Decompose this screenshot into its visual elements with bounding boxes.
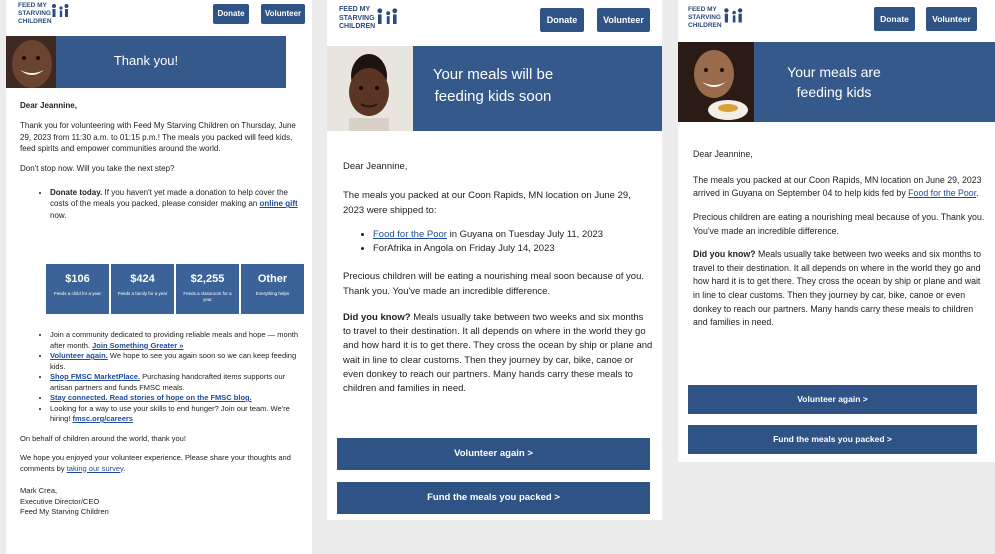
volunteer-button[interactable]: Volunteer — [926, 7, 977, 31]
logo-text: FEED MY STARVING CHILDREN — [339, 6, 376, 30]
behalf-text: On behalf of children around the world, thank you! — [20, 433, 186, 443]
destination-1-text: in Guyana on Tuesday July 11, 2023 — [446, 228, 604, 240]
careers-link[interactable]: fmsc.org/careers — [72, 414, 133, 423]
arrived-end: . — [976, 188, 979, 199]
fund-meals-button[interactable]: Fund the meals you packed > — [337, 482, 650, 514]
actions-list — [20, 330, 302, 425]
survey-link[interactable]: taking our survey — [66, 463, 124, 473]
donate-button[interactable]: Donate — [540, 8, 584, 32]
fmsc-logo[interactable] — [18, 2, 70, 26]
amount-sub: Feeds a classroom for a year — [183, 291, 232, 302]
volunteer-button[interactable]: Volunteer — [261, 4, 305, 24]
did-you-know-text: Meals usually take between two weeks and six months to travel to their destination. It all depends on where in the world they go and how hard it is to get there. They cross the ocean by ship or plane and wait in line to clear customs. Then they journey by car, bike, canoe or even donkey to reach our partners. Many hands carry these meals to children and families in need. — [693, 249, 981, 328]
volunteer-text: We hope to see you again soon so we can keep feeding kids. — [50, 351, 297, 371]
donate-text: If you haven't yet made a donation to help cover the costs of the meals you packed, please consider making an — [50, 187, 288, 209]
shipped-paragraph: The meals you packed at our Coon Rapids, MN location on June 29, 2023 were shipped to: — [343, 190, 631, 216]
precious-paragraph: Precious children are eating a nourishing meal because of you. Thank you. You've made an incredible difference. — [693, 211, 985, 236]
did-you-know-text: Meals usually take between two weeks and six months to travel to their destination. It all depends on where in the world they go and how hard it is to get there. They cross the ocean by ship or plane and wait in line to clear customs. Then they journey by car, bike, canoe or even donkey to reach our partners. Many hands carry these meals to children and families in need. — [343, 311, 653, 394]
intro-paragraph: Thank you for volunteering with Feed My Starving Children on Thursday, June 29, 2023 from 11:30 a.m. to 01:15 p.m.! The meals you packed will feed kids, feed spirits and empower communities around the world. — [20, 121, 296, 154]
community-item — [50, 330, 302, 351]
hero-title: Thank you! — [113, 53, 179, 68]
shop-item — [50, 372, 302, 393]
next-step-text: Don't stop now. Will you take the next step? — [20, 164, 175, 174]
destination-1 — [373, 228, 653, 242]
fmsc-logo[interactable] — [688, 6, 744, 30]
logo-figures-icon — [375, 6, 399, 30]
email-body — [20, 100, 302, 221]
survey-text: We hope you enjoyed your volunteer experience. Please share your thoughts and comments by — [20, 453, 291, 473]
hero-title — [413, 64, 573, 108]
blog-link[interactable]: Stay connected. Read stories of hope on the FMSC blog. — [50, 393, 252, 402]
donate-bold: Donate today. — [50, 187, 103, 197]
amount-option-106[interactable] — [46, 264, 109, 314]
amount-sub: Feeds a child for a year — [53, 291, 102, 296]
hero-line-1: Your meals will be — [432, 66, 554, 83]
join-link[interactable]: Join Something Greater » — [92, 340, 184, 350]
careers-item — [50, 404, 302, 425]
did-you-know-paragraph — [693, 248, 985, 330]
signature-org: Feed My Starving Children — [20, 507, 109, 516]
amount-value: $424 — [130, 273, 155, 285]
food-for-the-poor-link[interactable]: Food for the Poor — [908, 188, 977, 199]
email-body — [343, 160, 653, 396]
hero-line-2: feeding kids — [796, 84, 872, 101]
community-text: Join a community dedicated to providing reliable meals and hope — month after month. — [50, 330, 299, 350]
amount-option-424[interactable] — [111, 264, 174, 314]
blog-item — [50, 393, 302, 404]
volunteer-button[interactable]: Volunteer — [597, 8, 650, 32]
online-gift-link[interactable]: online gift — [259, 199, 298, 209]
hero-banner — [327, 46, 662, 131]
amount-option-2255[interactable] — [176, 264, 239, 314]
logo-figures-icon — [50, 2, 70, 22]
child-photo — [327, 46, 413, 131]
volunteer-again-link[interactable]: Volunteer again. — [50, 351, 108, 360]
shop-text: Purchasing handcrafted items supports our artisan partners and funds FMSC meals. — [50, 372, 286, 392]
fmsc-logo[interactable] — [339, 6, 399, 32]
email-body — [693, 148, 985, 330]
logo-text: FEED MY STARVING CHILDREN — [688, 6, 722, 29]
email-thank-you — [6, 0, 312, 554]
volunteer-again-button[interactable]: Volunteer again > — [688, 385, 977, 414]
did-you-know-bold: Did you know? — [343, 311, 411, 323]
donate-list — [20, 187, 302, 221]
email-meals-arrived — [678, 0, 995, 462]
signature-title: Executive Director/CEO — [20, 496, 100, 506]
logo-text: FEED MY STARVING CHILDREN — [18, 2, 52, 25]
amount-option-other[interactable] — [241, 264, 304, 314]
hero-line-2: feeding kids soon — [434, 87, 552, 105]
donation-amounts — [46, 264, 304, 314]
precious-paragraph: Precious children will be eating a nourishing meal soon because of you. Thank you. You've made an incredible difference. — [343, 271, 645, 297]
email-meals-shipped — [327, 0, 662, 520]
greeting: Dear Jeannine, — [343, 161, 408, 172]
did-you-know-bold: Did you know? — [693, 249, 756, 260]
survey-paragraph — [20, 453, 302, 474]
amount-value: Other — [257, 273, 288, 285]
hero-banner — [678, 42, 995, 122]
donate-button[interactable]: Donate — [874, 7, 915, 31]
did-you-know-paragraph — [343, 311, 653, 397]
amount-value: $2,255 — [190, 273, 225, 285]
fund-meals-button[interactable]: Fund the meals you packed > — [688, 425, 977, 454]
child-photo — [6, 36, 56, 88]
signature-name: Mark Crea, — [20, 486, 58, 495]
hero-line-1: Your meals are — [787, 64, 881, 80]
food-for-the-poor-link[interactable]: Food for the Poor — [373, 228, 447, 240]
child-photo — [678, 42, 754, 122]
donate-button[interactable]: Donate — [213, 4, 249, 24]
amount-sub: Feeds a family for a year — [117, 291, 168, 296]
logo-figures-icon — [722, 6, 744, 28]
hero-title — [764, 62, 904, 103]
survey-end: . — [123, 463, 126, 473]
destination-2: • ForAfrika in Angola on Friday July 14, 2023 — [373, 242, 653, 256]
amount-value: $106 — [65, 273, 90, 285]
destinations-list — [343, 228, 653, 257]
amount-sub: Everything helps — [255, 291, 290, 296]
donate-end: now. — [50, 210, 67, 220]
volunteer-item — [50, 351, 302, 372]
greeting: Dear Jeannine, — [20, 101, 77, 110]
email-body-lower — [20, 330, 302, 518]
careers-text: Looking for a way to use your skills to end hunger? Join our team. We're hiring! — [50, 403, 290, 423]
arrived-paragraph — [693, 174, 985, 201]
arrived-text: The meals you packed at our Coon Rapids, MN location on June 29, 2023 arrived in Guyana on September 04 to help kids fed by — [693, 174, 982, 199]
hero-banner — [6, 36, 286, 88]
greeting: Dear Jeannine, — [693, 149, 753, 159]
volunteer-again-button[interactable]: Volunteer again > — [337, 438, 650, 470]
shop-link[interactable]: Shop FMSC MarketPlace. — [50, 372, 141, 381]
donate-item — [50, 187, 302, 221]
